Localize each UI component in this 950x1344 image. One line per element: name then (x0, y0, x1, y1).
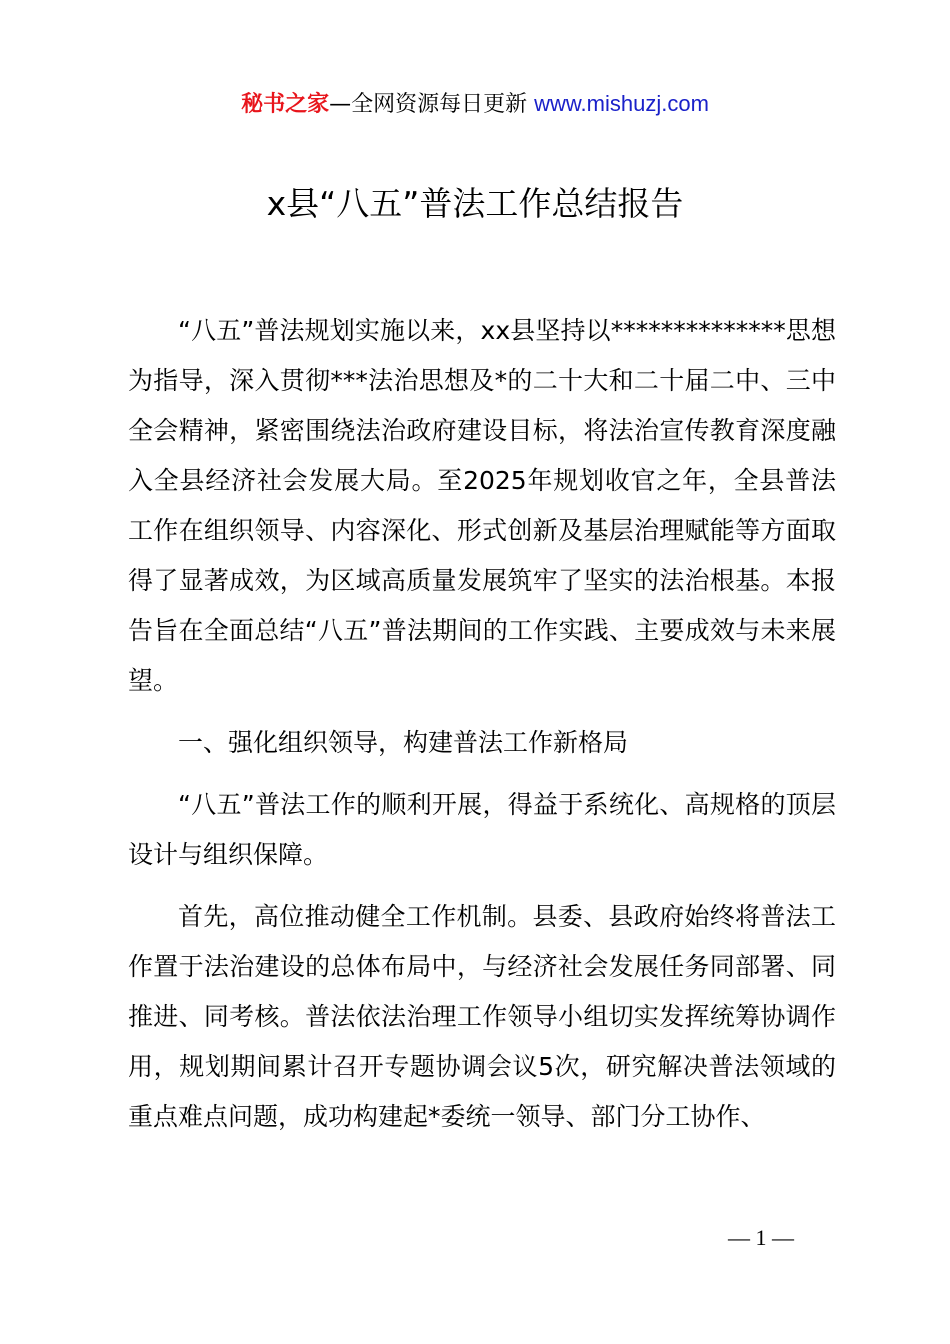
section-intro-paragraph: “八五”普法工作的顺利开展，得益于系统化、高规格的顶层设计与组织保障。 (128, 790, 836, 869)
page-number: — 1 — (728, 1225, 794, 1250)
site-header (0, 88, 950, 121)
site-url-link[interactable]: www.mishuzj.com (534, 91, 709, 116)
section-heading: 一、强化组织领导，构建普法工作新格局 (178, 728, 629, 757)
document-title: x县“八五”普法工作总结报告 (266, 184, 684, 223)
header-slogan: —全网资源每日更新 (329, 92, 528, 117)
intro-paragraph: “八五”普法规划实施以来，xx县坚持以**************思想为指导，深入贯彻***法治思想及*的二十大和二十届二中、三中全会精神，紧密围绕法治政府建设目标，将法治宣传教育深度融入全县经济社会发展大局。至2025年规划收官之年，全县普法工作在组织领导、内容深化、形式创新及基层治理赋能等方面取得了显著成效，为区域高质量发展筑牢了坚实的法治根基。本报告旨在全面总结“八五”普法期间的工作实践、主要成效与未来展望。 (128, 316, 836, 695)
document-body (128, 306, 836, 1142)
brand-name: 秘书之家 (241, 92, 330, 117)
section-body-paragraph: 首先，高位推动健全工作机制。县委、县政府始终将普法工作置于法治建设的总体布局中，与经济社会发展任务同部署、同推进、同考核。普法依法治理工作领导小组切实发挥统筹协调作用，规划期间累计召开专题协调会议5次，研究解决普法领域的重点难点问题，成功构建起*委统一领导、部门分工协作、 (128, 902, 836, 1131)
